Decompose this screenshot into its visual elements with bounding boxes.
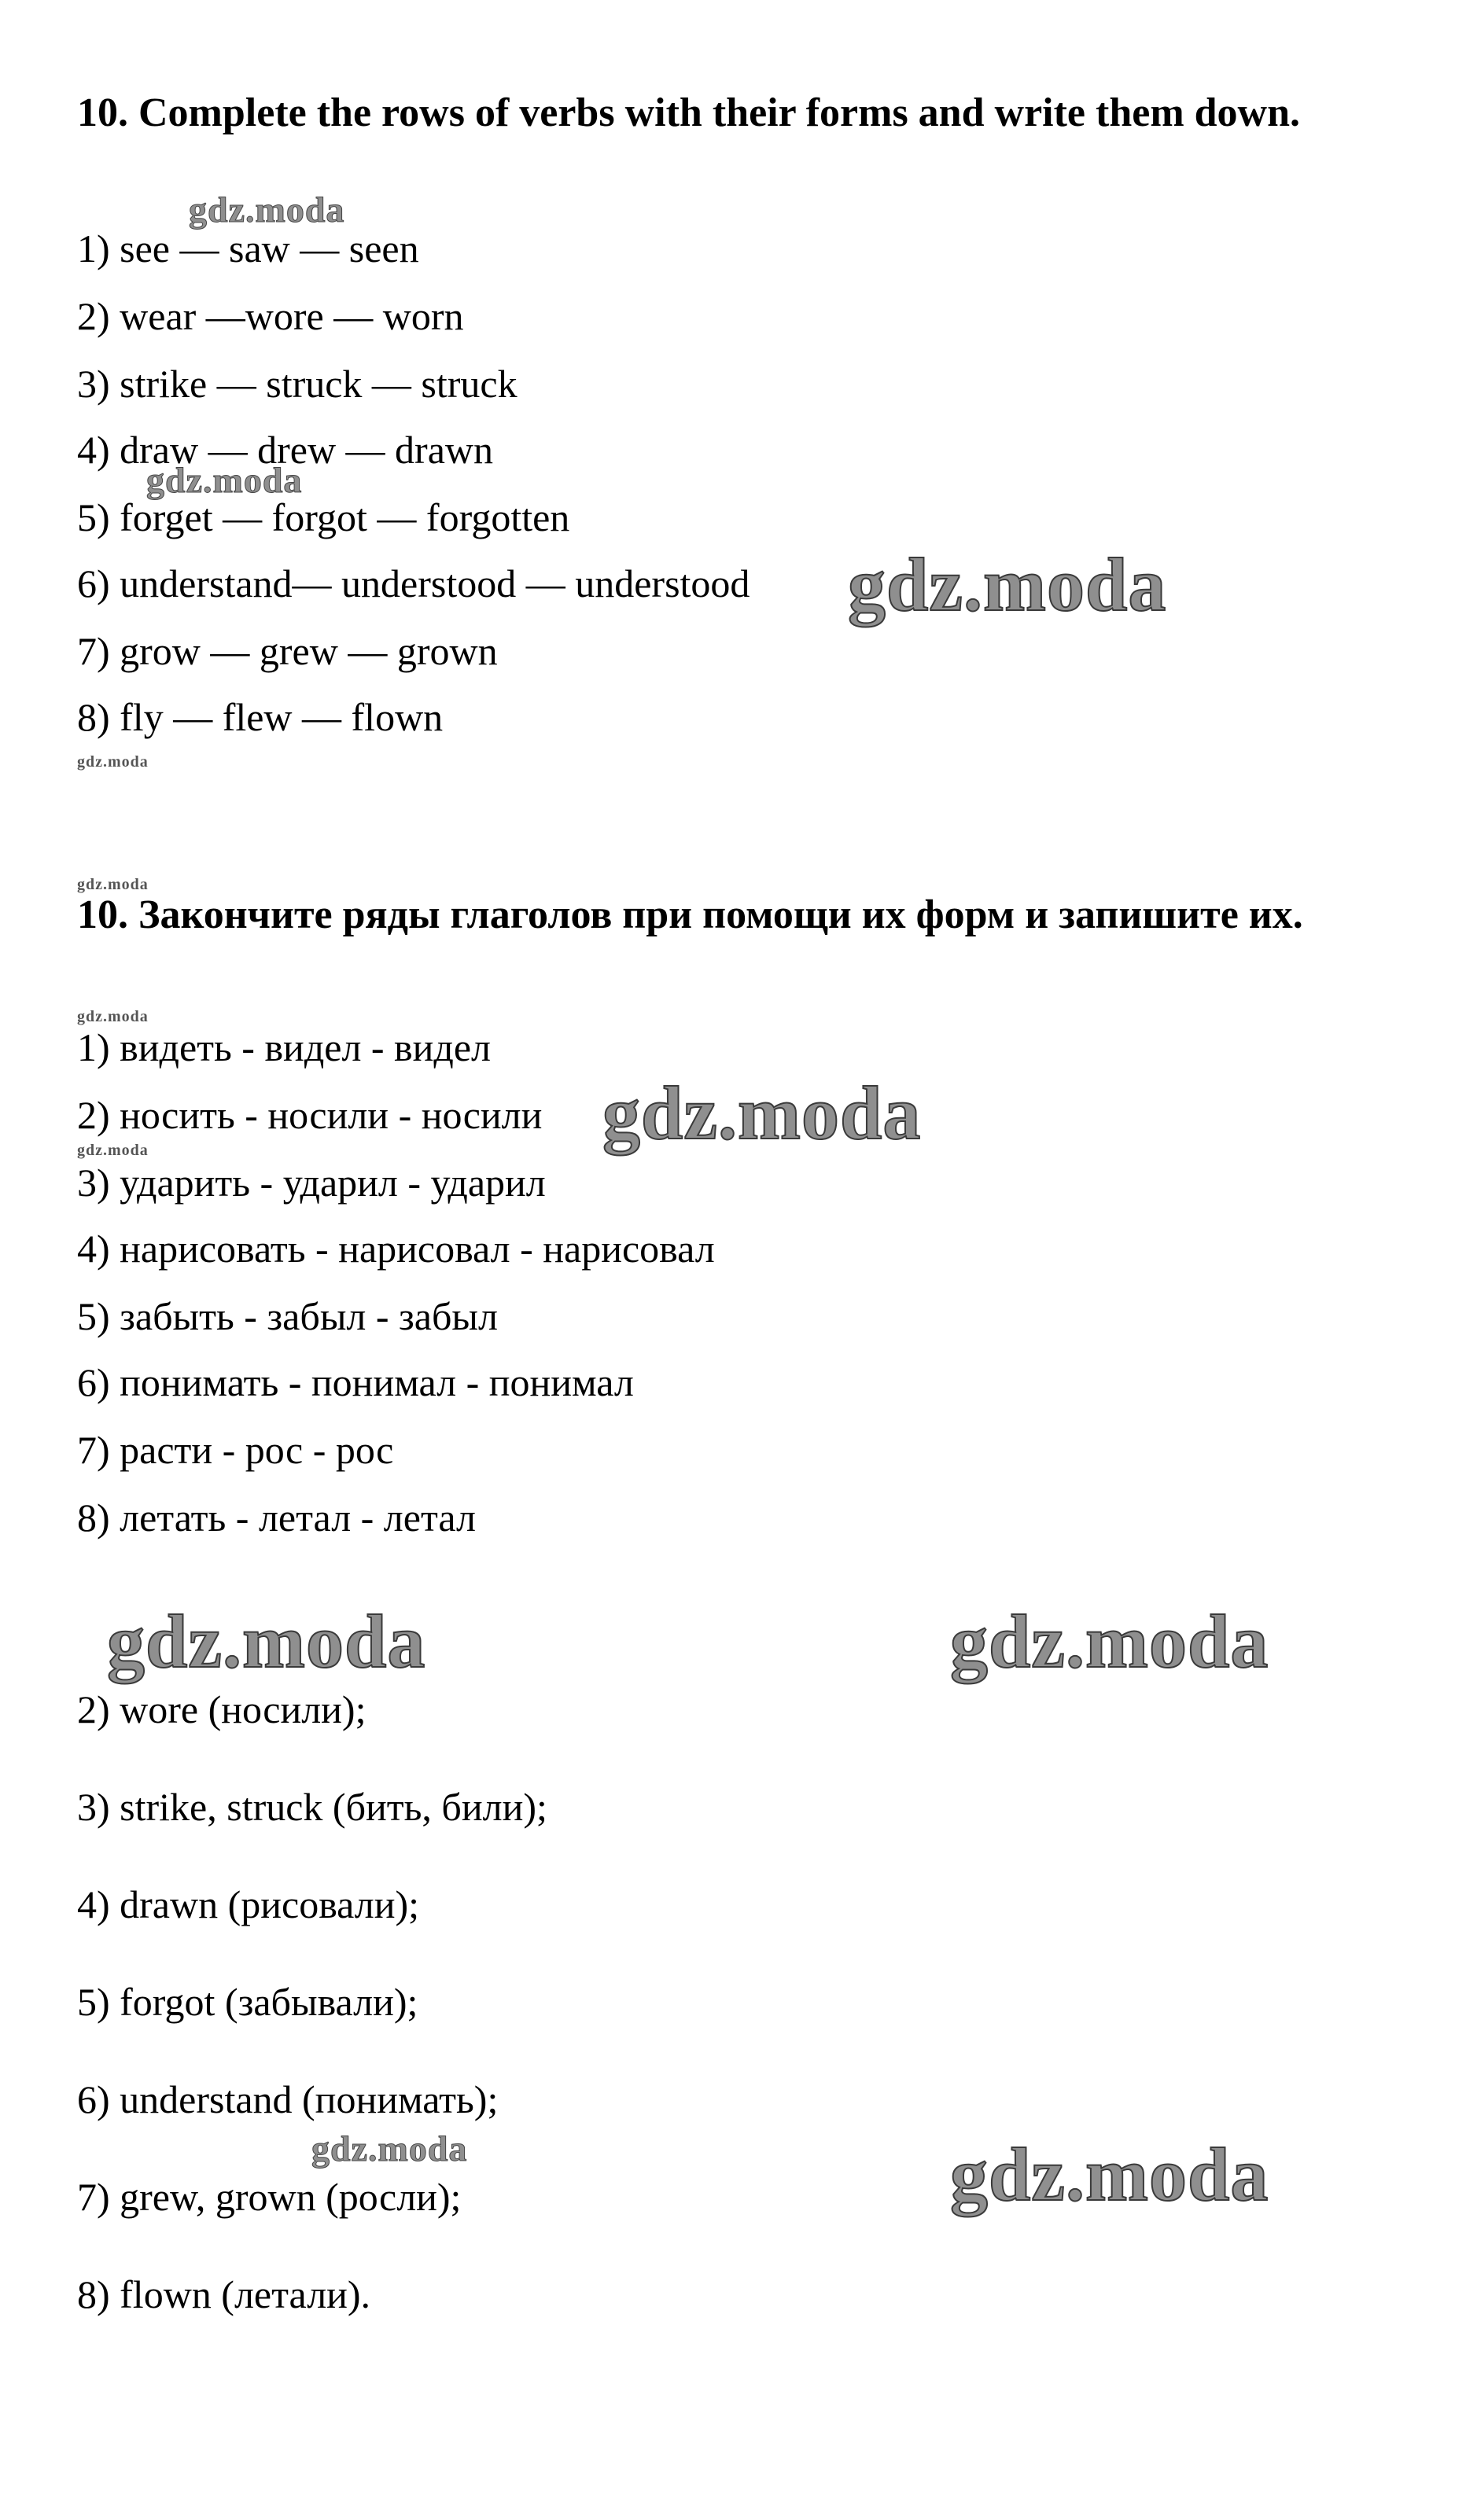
answer-item-6: 6) understand (понимать); [77,2077,499,2121]
watermark: gdz.moda [107,1599,426,1683]
watermark: gdz.moda [77,753,149,771]
watermark: gdz.moda [950,1599,1269,1683]
answer-item-7: 7) grew, grown (росли); [77,2175,462,2219]
english-item-3: 3) strike — struck — struck [77,362,518,406]
watermark: gdz.moda [602,1071,922,1155]
watermark: gdz.moda [189,189,345,230]
russian-item-3: 3) ударить - ударил - ударил [77,1161,546,1205]
english-item-4: 4) draw — drew — drawn [77,428,494,472]
russian-task-heading: 10. Закончите ряды глаголов при помощи их форм и запишите их. [77,892,1303,937]
answer-item-4: 4) drawn (рисовали); [77,1882,420,1926]
answer-item-5: 5) forgot (забывали); [77,1980,418,2024]
english-item-8: 8) fly — flew — flown [77,695,444,739]
watermark: gdz.moda [848,543,1167,627]
russian-item-6: 6) понимать - понимал - понимал [77,1360,634,1404]
russian-item-4: 4) нарисовать - нарисовал - нарисовал [77,1227,715,1271]
russian-item-2: 2) носить - носили - носили [77,1093,543,1137]
english-item-2: 2) wear —wore — worn [77,294,464,338]
answer-item-8: 8) flown (летали). [77,2272,371,2316]
russian-item-8: 8) летать - летал - летал [77,1495,476,1540]
answer-item-2: 2) wore (носили); [77,1687,366,1731]
english-item-1: 1) see — saw — seen [77,226,419,270]
english-task-heading: 10. Complete the rows of verbs with their forms and write them down. [77,90,1301,135]
watermark: gdz.moda [146,460,303,500]
watermark: gdz.moda [311,2128,468,2169]
watermark: gdz.moda [77,1142,149,1159]
english-item-7: 7) grow — grew — grown [77,629,498,673]
english-item-5: 5) forget — forgot — forgotten [77,495,570,539]
watermark: gdz.moda [77,876,149,893]
russian-item-1: 1) видеть - видел - видел [77,1025,492,1069]
russian-item-5: 5) забыть - забыл - забыл [77,1294,498,1338]
english-item-6: 6) understand— understood — understood [77,561,750,605]
russian-item-7: 7) расти - рос - рос [77,1428,394,1472]
watermark: gdz.moda [950,2132,1269,2216]
answer-item-3: 3) strike, struck (бить, били); [77,1785,547,1829]
watermark: gdz.moda [77,1008,149,1025]
